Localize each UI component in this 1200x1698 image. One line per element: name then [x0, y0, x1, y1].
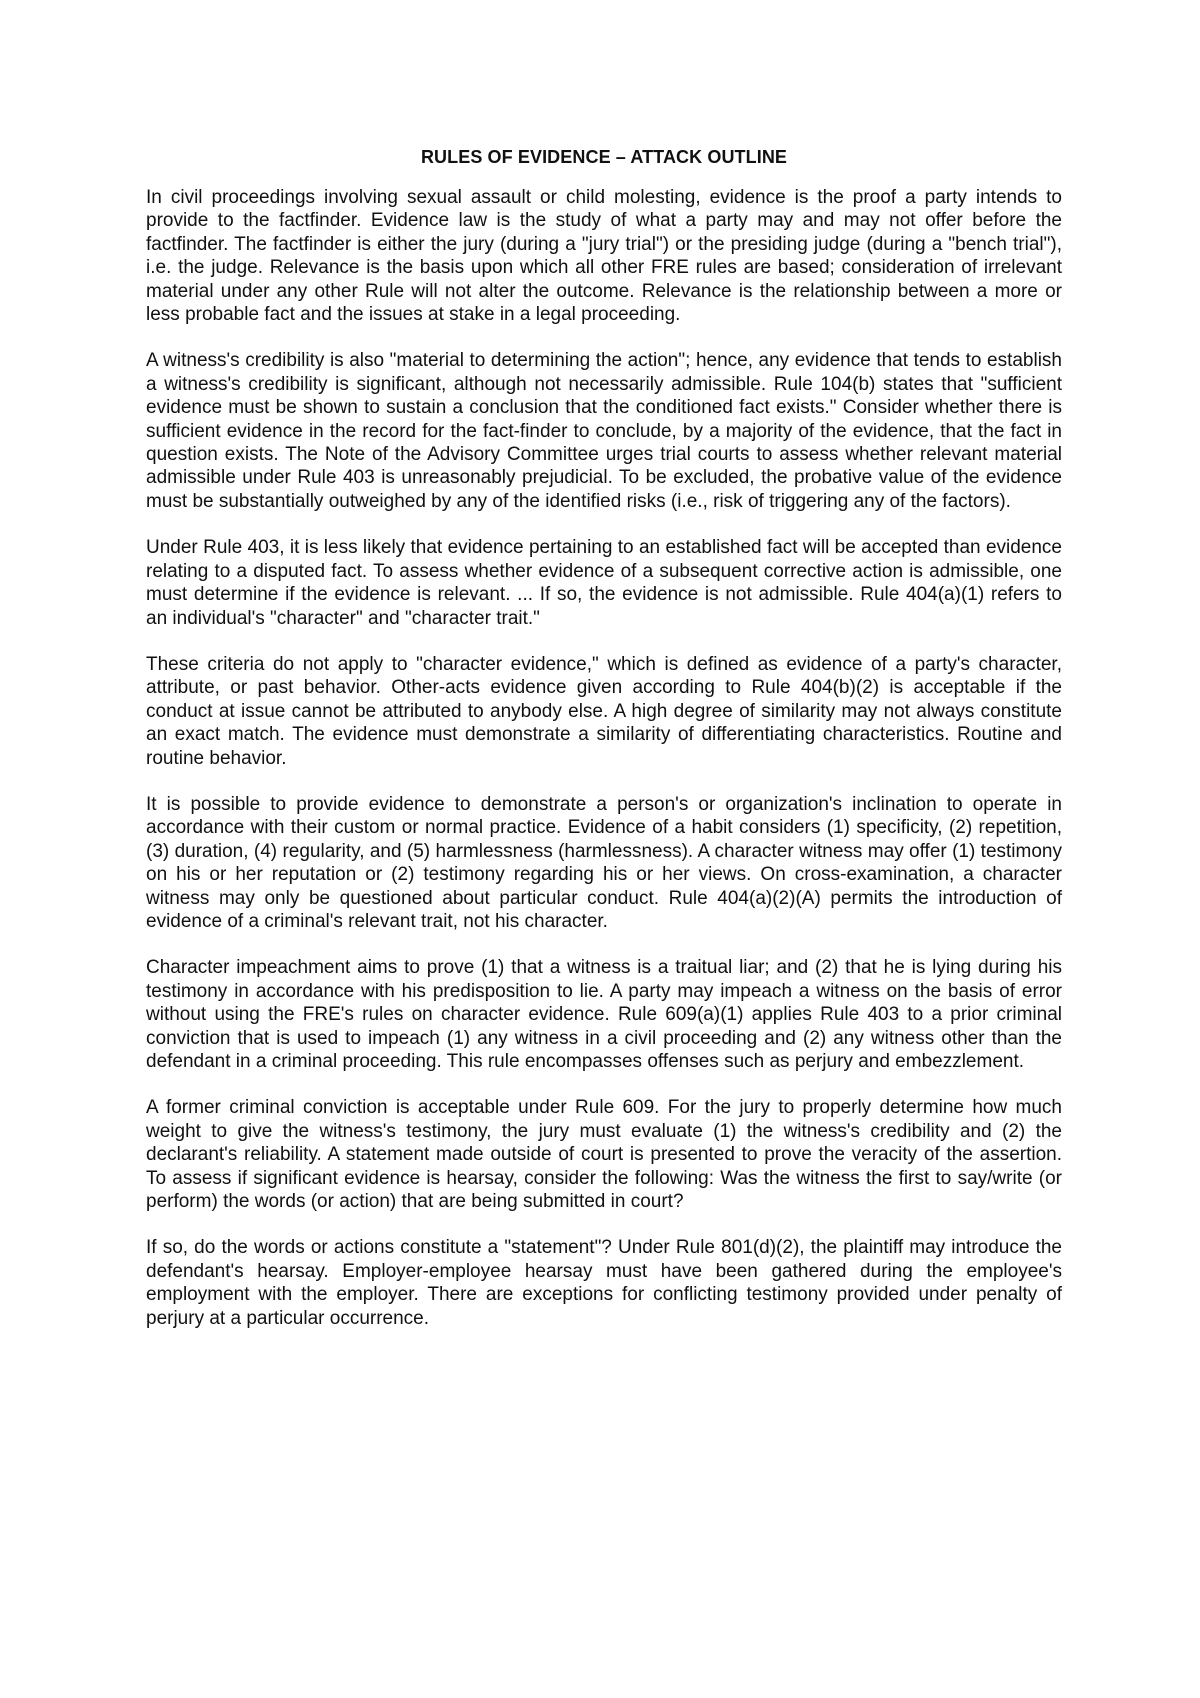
paragraph-5: It is possible to provide evidence to demonstrate a person's or organization's inclination to operate in accordance with their custom or normal practice. Evidence of a habit considers (1) specificity, (2) repetition, (3) duration, (4) regularity, and (5) harmlessness (harmlessness). A character witness may offer (1) testimony on his or her reputation or (2) testimony regarding his or her views. On cross-examination, a character witness may only be questioned about particular conduct. Rule 404(a)(2)(A) permits the introduction of evidence of a criminal's relevant trait, not his character. — [146, 793, 1062, 932]
paragraph-4: These criteria do not apply to "character evidence," which is defined as evidence of a party's character, attribute, or past behavior. Other-acts evidence given according to Rule 404(b)(2) is acceptable if the conduct at issue cannot be attributed to anybody else. A high degree of similarity may not always constitute an exact match. The evidence must demonstrate a similarity of differentiating characteristics. Routine and routine behavior. — [146, 653, 1062, 769]
paragraph-7: A former criminal conviction is acceptable under Rule 609. For the jury to properly determine how much weight to give the witness's testimony, the jury must evaluate (1) the witness's credibility and (2) the declarant's reliability. A statement made outside of court is presented to prove the veracity of the assertion. To assess if significant evidence is hearsay, consider the following: Was the witness the first to say/write (or perform) the words (or action) that are being submitted in court? — [146, 1097, 1062, 1213]
paragraph-8: If so, do the words or actions constitute a "statement"? Under Rule 801(d)(2), the plaintiff may introduce the defendant's hearsay. Employer-employee hearsay must have been gathered during the employee's employment with the employer. There are exceptions for conflicting testimony provided under penalty of perjury at a particular occurrence. — [146, 1237, 1062, 1329]
paragraph-2: A witness's credibility is also "material to determining the action"; hence, any evidence that tends to establish a witness's credibility is significant, although not necessarily admissible. Rule 104(b) states that "sufficient evidence must be shown to sustain a conclusion that the conditioned fact exists." Consider whether there is sufficient evidence in the record for the fact-finder to conclude, by a majority of the evidence, that the fact in question exists. The Note of the Advisory Committee urges trial courts to assess whether relevant material admissible under Rule 403 is unreasonably prejudicial. To be excluded, the probative value of the evidence must be substantially outweighed by any of the identified risks (i.e., risk of triggering any of the factors). — [146, 350, 1062, 512]
document-title: RULES OF EVIDENCE – ATTACK OUTLINE — [420, 147, 788, 167]
paragraph-6: Character impeachment aims to prove (1) that a witness is a traitual liar; and (2) that he is lying during his testimony in accordance with his predisposition to lie. A party may impeach a witness on the basis of error without using the FRE's rules on character evidence. Rule 609(a)(1) applies Rule 403 to a prior criminal conviction that is used to impeach (1) any witness in a civil proceeding and (2) any witness other than the defendant in a criminal proceeding. This rule encompasses offenses such as perjury and embezzlement. — [146, 957, 1062, 1072]
paragraph-3: Under Rule 403, it is less likely that evidence pertaining to an established fact will be accepted than evidence relating to a disputed fact. To assess whether evidence of a subsequent corrective action is admissible, one must determine if the evidence is relevant. ... If so, the evidence is not admissible. Rule 404(a)(1) refers to an individual's "character" and "character trait." — [146, 537, 1062, 629]
paragraph-1: In civil proceedings involving sexual assault or child molesting, evidence is the proof a party intends to provide to the factfinder. Evidence law is the study of what a party may and may not offer before the factfinder. The factfinder is either the jury (during a "jury trial") or the presiding judge (during a "bench trial"), i.e. the judge. Relevance is the basis upon which all other FRE rules are based; consideration of irrelevant material under any other Rule will not alter the outcome. Relevance is the relationship between a more or less probable fact and the issues at stake in a legal proceeding. — [146, 187, 1062, 326]
document-body — [146, 145, 1062, 1353]
